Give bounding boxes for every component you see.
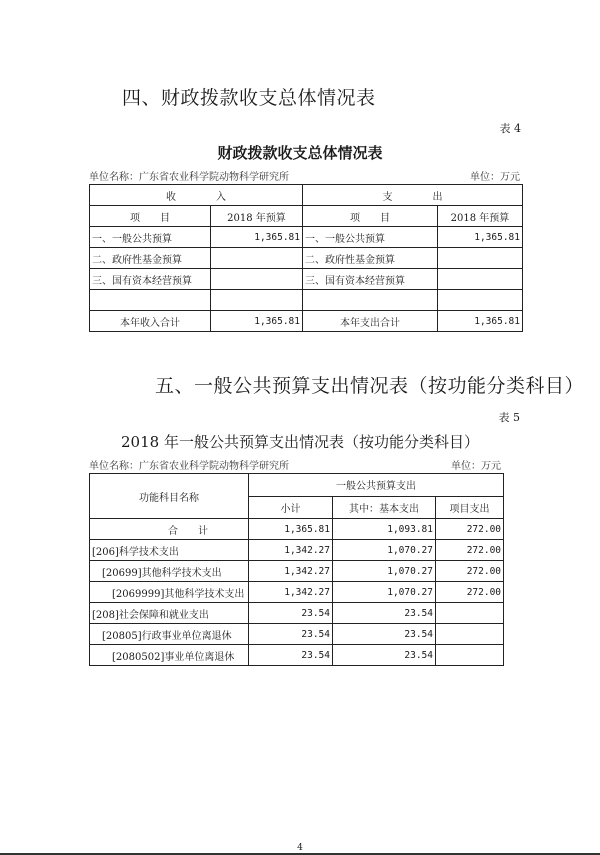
basic-expense-value: 1,070.27 — [333, 561, 436, 582]
subtotal-value: 23.54 — [249, 645, 333, 666]
table-row — [90, 582, 504, 603]
expense-item: 三、国有资本经营预算 — [303, 269, 438, 290]
income-item: 一、一般公共预算 — [90, 227, 211, 248]
table-4-unit-name: 单位名称：广东省农业科学院动物科学研究所 — [89, 172, 289, 183]
function-name: [20699]其他科学技术支出 — [90, 561, 249, 582]
table-5-unit: 单位：万元 — [451, 461, 501, 472]
project-expense-value — [436, 624, 504, 645]
table-header-row — [90, 185, 523, 206]
expense-value: 1,365.81 — [438, 227, 523, 248]
function-name: [206]科学技术支出 — [90, 540, 249, 561]
table-4-unit: 单位：万元 — [470, 172, 520, 183]
subtotal-value: 1,342.27 — [249, 540, 333, 561]
section-4-title: 四、财政拨款收支总体情况表 — [122, 87, 376, 109]
expense-value — [438, 269, 523, 290]
expense-item: 一、一般公共预算 — [303, 227, 438, 248]
basic-expense-value: 23.54 — [333, 645, 436, 666]
general-budget-expenditure-table — [89, 473, 504, 666]
table-total-row — [90, 311, 523, 332]
income-item-header: 项 目 — [90, 206, 211, 227]
expense-header: 支 出 — [303, 185, 523, 206]
expense-total-value: 1,365.81 — [438, 311, 523, 332]
table-5-unit-name: 单位名称：广东省农业科学院动物科学研究所 — [89, 461, 289, 472]
expense-budget-header: 2018 年预算 — [438, 206, 523, 227]
table-row — [90, 269, 523, 290]
table-row — [90, 290, 523, 311]
table-4-title: 财政拨款收支总体情况表 — [217, 144, 383, 162]
project-expense-value: 272.00 — [436, 561, 504, 582]
project-expense-header: 项目支出 — [436, 496, 504, 519]
income-value — [211, 290, 303, 311]
table-row — [90, 645, 504, 666]
income-header: 收 入 — [90, 185, 303, 206]
expense-total-label: 本年支出合计 — [303, 311, 438, 332]
subtotal-value: 1,365.81 — [249, 519, 333, 540]
income-total-value: 1,365.81 — [211, 311, 303, 332]
basic-expense-header: 其中：基本支出 — [333, 496, 436, 519]
section-5-title: 五、一般公共预算支出情况表（按功能分类科目） — [155, 375, 585, 397]
subtotal-value: 23.54 — [249, 603, 333, 624]
table-5-number: 表 5 — [498, 411, 520, 424]
basic-expense-value: 1,070.27 — [333, 582, 436, 603]
subtotal-value: 1,342.27 — [249, 582, 333, 603]
basic-expense-value: 23.54 — [333, 603, 436, 624]
function-name: 合 计 — [90, 519, 249, 540]
function-name: [2069999]其他科学技术支出 — [90, 582, 249, 603]
income-item: 三、国有资本经营预算 — [90, 269, 211, 290]
expense-item: 二、政府性基金预算 — [303, 248, 438, 269]
project-expense-value: 272.00 — [436, 540, 504, 561]
project-expense-value: 272.00 — [436, 582, 504, 603]
function-name: [2080502]事业单位离退休 — [90, 645, 249, 666]
project-expense-value — [436, 645, 504, 666]
project-expense-value — [436, 603, 504, 624]
function-name: [20805]行政事业单位离退休 — [90, 624, 249, 645]
subtotal-value: 23.54 — [249, 624, 333, 645]
function-name-header: 功能科目名称 — [90, 474, 249, 519]
expense-item-header: 项 目 — [303, 206, 438, 227]
table-row — [90, 227, 523, 248]
income-total-label: 本年收入合计 — [90, 311, 211, 332]
subtotal-value: 1,342.27 — [249, 561, 333, 582]
table-header-row — [90, 474, 504, 497]
table-subheader-row — [90, 206, 523, 227]
income-value — [211, 269, 303, 290]
expense-value — [438, 290, 523, 311]
function-name: [208]社会保障和就业支出 — [90, 603, 249, 624]
general-budget-header: 一般公共预算支出 — [249, 474, 504, 497]
income-item: 二、政府性基金预算 — [90, 248, 211, 269]
basic-expense-value: 1,070.27 — [333, 540, 436, 561]
table-row — [90, 561, 504, 582]
page-number: 4 — [297, 843, 303, 853]
subtotal-header: 小计 — [249, 496, 333, 519]
table-row — [90, 540, 504, 561]
table-row — [90, 248, 523, 269]
table-5-title: 2018 年一般公共预算支出情况表（按功能分类科目） — [121, 433, 479, 451]
table-4-number: 表 4 — [499, 122, 521, 135]
table-total-row — [90, 519, 504, 540]
project-expense-value: 272.00 — [436, 519, 504, 540]
basic-expense-value: 1,093.81 — [333, 519, 436, 540]
table-row — [90, 603, 504, 624]
income-item — [90, 290, 211, 311]
income-value: 1,365.81 — [211, 227, 303, 248]
table-row — [90, 624, 504, 645]
income-value — [211, 248, 303, 269]
income-budget-header: 2018 年预算 — [211, 206, 303, 227]
fiscal-summary-table — [89, 184, 523, 332]
expense-item — [303, 290, 438, 311]
basic-expense-value: 23.54 — [333, 624, 436, 645]
expense-value — [438, 248, 523, 269]
